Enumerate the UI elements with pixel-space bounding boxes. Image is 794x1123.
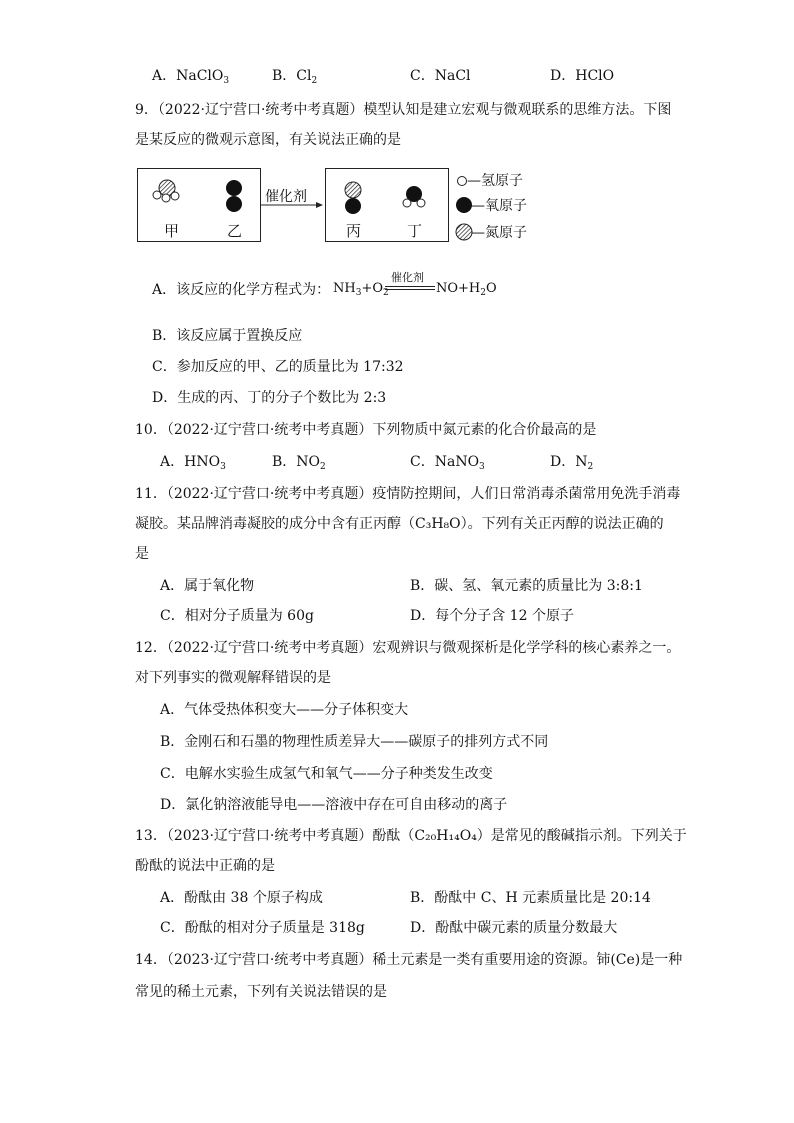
q9-option-c: C．参加反应的甲、乙的质量比为 17:32 <box>152 359 404 375</box>
q12-option-d: D．氯化钠溶液能导电——溶液中存在可自由移动的离子 <box>160 797 508 813</box>
q9-stem-line1: 9．（2022·辽宁营口·统考中考真题）模型认知是建立宏观与微观联系的思维方法。下图 <box>135 102 672 118</box>
q10-option-c: C．NaNO$_3$ <box>410 454 485 472</box>
q11-stem-line1: 11．（2022·辽宁营口·统考中考真题）疫情防控期间，人们日常消毒杀菌常用免洗手消毒 <box>135 486 681 502</box>
label-jia: 甲 <box>164 222 180 240</box>
q12-stem-line2: 对下列事实的微观解释错误的是 <box>135 670 331 686</box>
q12-stem-line1: 12．（2022·辽宁营口·统考中考真题）宏观辨识与微观探析是化学学科的核心素养之一。 <box>135 640 681 656</box>
q11-option-d: D．每个分子含 12 个原子 <box>410 608 574 624</box>
q11-option-a: A．属于氧化物 <box>160 578 255 594</box>
q14-stem-line2: 常见的稀土元素，下列有关说法错误的是 <box>135 984 387 1000</box>
q8-option-c: C．NaCl <box>410 68 471 84</box>
q10-stem: 10．（2022·辽宁营口·统考中考真题）下列物质中氮元素的化合价最高的是 <box>135 422 597 438</box>
q11-option-b: B．碳、氢、氧元素的质量比为 3:8:1 <box>410 578 643 594</box>
q11-stem-line3: 是 <box>135 546 149 562</box>
q8-option-b: B．$Cl_2$ <box>272 68 318 86</box>
q8-option-a: A．NaClO$_3$ <box>152 68 230 86</box>
q8-option-d: D．HClO <box>550 68 615 84</box>
q12-option-b: B．金刚石和石墨的物理性质差异大——碳原子的排列方式不同 <box>160 734 549 750</box>
q9-stem-line2: 是某反应的微观示意图，有关说法正确的是 <box>135 132 401 148</box>
q10-option-d: D．$N_2$ <box>550 454 594 472</box>
q9-equation: $NH_3+O_2$ 催化剂 $NO+H_2O$ <box>333 271 497 298</box>
q13-option-d: D．酚酞中碳元素的质量分数最大 <box>410 920 618 936</box>
label-ding: 丁 <box>407 222 423 240</box>
molecule-ding <box>403 186 425 207</box>
catalyst-label: 催化剂 <box>265 189 307 205</box>
q14-stem-line1: 14．（2023·辽宁营口·统考中考真题）稀土元素是一类有重要用途的资源。铈(Ce)是一种 <box>135 952 683 968</box>
molecule-jia <box>153 180 179 202</box>
q9-option-d: D．生成的丙、丁的分子个数比为 2:3 <box>152 390 387 406</box>
molecule-yi <box>226 180 242 212</box>
q13-option-a: A．酚酞由 38 个原子构成 <box>160 890 323 906</box>
q10-option-b: B．$NO_2$ <box>272 454 326 472</box>
equation-line <box>385 286 435 287</box>
label-yi: 乙 <box>227 222 243 240</box>
q13-option-c: C．酚酞的相对分子质量是 318g <box>160 920 365 936</box>
q12-option-c: C．电解水实验生成氢气和氧气——分子种类发生改变 <box>160 766 493 782</box>
q9-option-a: A．该反应的化学方程式为： <box>152 282 331 298</box>
molecule-bing <box>345 182 361 214</box>
q13-stem-line1: 13．（2023·辽宁营口·统考中考真题）酚酞（C₂₀H₁₄O₄）是常见的酸碱指示剂。下列关于 <box>135 828 687 844</box>
q11-option-c: C．相对分子质量为 60g <box>160 608 314 624</box>
q12-option-a: A．气体受热体积变大——分子体积变大 <box>160 702 409 718</box>
q9-option-b: B．该反应属于置换反应 <box>152 328 303 344</box>
q10-option-a: A．$HNO_3$ <box>160 454 226 472</box>
q13-option-b: B．酚酞中 C、H 元素质量比是 20:14 <box>410 890 651 906</box>
equation-catalyst: 催化剂 <box>391 271 424 284</box>
q11-stem-line2: 凝胶。某品牌消毒凝胶的成分中含有正丙醇（C₃H₈O）。下列有关正丙醇的说法正确的 <box>135 516 664 532</box>
q13-stem-line2: 酚酞的说法中正确的是 <box>135 858 275 874</box>
label-bing: 丙 <box>346 222 362 240</box>
